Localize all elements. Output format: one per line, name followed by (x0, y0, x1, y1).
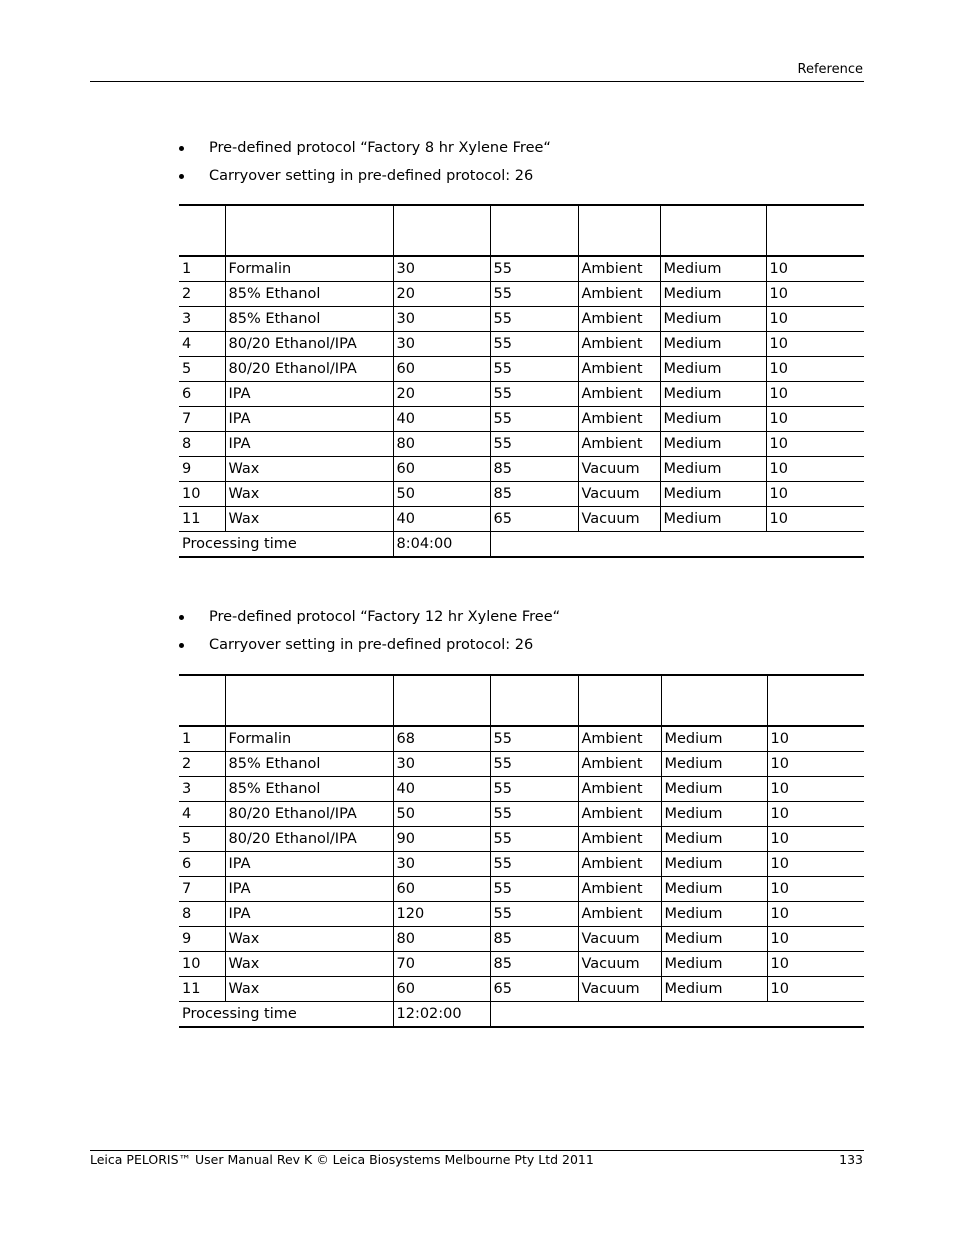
header-cell (660, 205, 766, 256)
table-cell: 80/20 Ethanol/IPA (225, 357, 393, 382)
table-cell: 2 (182, 286, 192, 302)
header-cell (766, 205, 864, 256)
table-row (179, 382, 864, 407)
table-cell: Medium (660, 432, 766, 457)
table-cell: 11 (182, 511, 201, 527)
table-cell: 10 (766, 357, 864, 382)
table-cell: 40 (393, 777, 490, 802)
table-cell: 1 (182, 731, 192, 747)
table-row (179, 357, 864, 382)
table-cell: 9 (182, 931, 192, 947)
table-row (179, 482, 864, 507)
table-cell: 50 (393, 802, 490, 827)
table-cell: Ambient (578, 777, 661, 802)
table-cell: Ambient (578, 282, 660, 307)
table-cell: 4 (182, 336, 192, 352)
empty-cell (490, 1002, 864, 1028)
table-cell: 10 (767, 777, 864, 802)
table-cell: 8 (182, 436, 192, 452)
table-cell: 6 (182, 386, 192, 402)
table-cell: 6 (182, 856, 192, 872)
table-cell: Medium (660, 307, 766, 332)
table-cell: 20 (393, 282, 490, 307)
table-cell: 20 (393, 382, 490, 407)
footer-divider (90, 1150, 864, 1151)
header-cell (179, 205, 225, 256)
table-cell: Vacuum (578, 482, 660, 507)
table-cell: Ambient (578, 432, 660, 457)
table-cell: 55 (490, 877, 578, 902)
table-cell: 10 (766, 382, 864, 407)
table-cell: Medium (661, 827, 767, 852)
table-row (179, 877, 864, 902)
processing-time-row (179, 1002, 864, 1028)
table-cell: Medium (661, 752, 767, 777)
table-cell: 10 (182, 956, 201, 972)
header-cell (767, 675, 864, 726)
header-cell (490, 675, 578, 726)
table-cell: 10 (767, 977, 864, 1002)
table-cell: 10 (767, 902, 864, 927)
table-cell: Medium (660, 357, 766, 382)
table-cell: 60 (393, 457, 490, 482)
bullet-item (179, 139, 551, 167)
footer-copyright: Leica PELORIS™ User Manual Rev K © Leica Biosystems Melbourne Pty Ltd 2011 (90, 1152, 594, 1167)
table-cell: 10 (767, 927, 864, 952)
table-cell: 40 (393, 407, 490, 432)
table-row (179, 752, 864, 777)
table-cell: Medium (661, 902, 767, 927)
processing-time-label: Processing time (182, 1006, 297, 1022)
bullet-text: Pre-defined protocol “Factory 12 hr Xylene Free“ (209, 609, 561, 625)
table-cell: 55 (490, 432, 578, 457)
table-cell: 68 (393, 726, 490, 752)
table-cell: 10 (767, 752, 864, 777)
table-cell: 80/20 Ethanol/IPA (225, 332, 393, 357)
header-cell (225, 675, 393, 726)
table-row (179, 852, 864, 877)
table-row (179, 977, 864, 1002)
table-row (179, 802, 864, 827)
table-cell: 55 (490, 852, 578, 877)
table-row (179, 332, 864, 357)
header-cell (661, 675, 767, 726)
table-cell: Ambient (578, 726, 661, 752)
table-cell: 30 (393, 752, 490, 777)
table-cell: Wax (225, 927, 393, 952)
table-cell: 55 (490, 382, 578, 407)
table-cell: IPA (225, 877, 393, 902)
table-cell: 1 (182, 261, 192, 277)
table-cell: Ambient (578, 256, 660, 282)
table-cell: Formalin (225, 726, 393, 752)
table-cell: Medium (661, 952, 767, 977)
table-cell: IPA (225, 382, 393, 407)
table-row (179, 777, 864, 802)
empty-cell (490, 532, 864, 558)
header-cell (393, 675, 490, 726)
table-cell: 55 (490, 256, 578, 282)
table-cell: 85% Ethanol (225, 777, 393, 802)
header-cell (578, 205, 660, 256)
table-cell: 9 (182, 461, 192, 477)
table-cell: Medium (660, 256, 766, 282)
table-cell: 10 (767, 827, 864, 852)
header-divider (90, 81, 864, 82)
table-cell: 85% Ethanol (225, 282, 393, 307)
table-cell: 85% Ethanol (225, 752, 393, 777)
table-cell: Wax (225, 977, 393, 1002)
bullet-text: Pre-defined protocol “Factory 8 hr Xylene Free“ (209, 140, 551, 156)
table-cell: Ambient (578, 357, 660, 382)
table-cell: IPA (225, 407, 393, 432)
bullet-item (179, 608, 560, 636)
table-cell: 3 (182, 781, 192, 797)
page-header-section: Reference (797, 62, 863, 77)
table-cell: Vacuum (578, 977, 661, 1002)
table-cell: 10 (766, 256, 864, 282)
protocol1-table-body (179, 256, 864, 532)
table-cell: 30 (393, 256, 490, 282)
table-header-row (179, 205, 864, 256)
protocol2-table (179, 674, 864, 1028)
table-cell: 3 (182, 311, 192, 327)
table-cell: Medium (661, 877, 767, 902)
table-cell: Medium (660, 407, 766, 432)
table-cell: 10 (767, 852, 864, 877)
table-cell: 7 (182, 881, 192, 897)
table-cell: Medium (661, 927, 767, 952)
table-cell: Medium (661, 777, 767, 802)
table-cell: Ambient (578, 877, 661, 902)
table-cell: Ambient (578, 802, 661, 827)
table-cell: 55 (490, 902, 578, 927)
table-cell: 10 (766, 482, 864, 507)
table-cell: 11 (182, 981, 201, 997)
table-cell: 10 (767, 802, 864, 827)
table-cell: Medium (661, 726, 767, 752)
table-cell: 10 (766, 282, 864, 307)
table-cell: Formalin (225, 256, 393, 282)
table-cell: 7 (182, 411, 192, 427)
table-cell: 10 (767, 726, 864, 752)
table-cell: 55 (490, 802, 578, 827)
table-cell: 10 (182, 486, 201, 502)
table-cell: 120 (393, 902, 490, 927)
table-row (179, 282, 864, 307)
table-cell: Medium (660, 282, 766, 307)
bullet-dot-icon (179, 643, 184, 648)
table-cell: 65 (490, 507, 578, 532)
table-cell: 4 (182, 806, 192, 822)
table-cell: 10 (767, 877, 864, 902)
header-cell (225, 205, 393, 256)
header-cell (578, 675, 661, 726)
table-cell: 80/20 Ethanol/IPA (225, 802, 393, 827)
table-cell: IPA (225, 432, 393, 457)
table-header-row (179, 675, 864, 726)
table-cell: 10 (766, 457, 864, 482)
table-cell: 50 (393, 482, 490, 507)
table-row (179, 827, 864, 852)
table-cell: 85 (490, 482, 578, 507)
table-cell: Medium (660, 507, 766, 532)
table-cell: 80/20 Ethanol/IPA (225, 827, 393, 852)
table-cell: 55 (490, 726, 578, 752)
table-cell: 55 (490, 827, 578, 852)
table-cell: Medium (660, 382, 766, 407)
table-cell: 8 (182, 906, 192, 922)
table-cell: Medium (661, 852, 767, 877)
page-number: 133 (839, 1152, 863, 1167)
processing-time-value: 12:02:00 (393, 1002, 490, 1028)
table-cell: 85 (490, 952, 578, 977)
bullet-dot-icon (179, 174, 184, 179)
header-cell (393, 205, 490, 256)
table-cell: Ambient (578, 902, 661, 927)
protocol1-bullet-list (179, 139, 551, 195)
table-cell: Wax (225, 952, 393, 977)
table-cell: 80 (393, 927, 490, 952)
table-cell: 5 (182, 831, 192, 847)
table-cell: Ambient (578, 752, 661, 777)
table-cell: 55 (490, 332, 578, 357)
table-cell: 65 (490, 977, 578, 1002)
table-cell: Vacuum (578, 457, 660, 482)
table-cell: Ambient (578, 332, 660, 357)
bullet-item (179, 167, 551, 195)
table-row (179, 507, 864, 532)
table-cell: Wax (225, 457, 393, 482)
table-cell: 55 (490, 777, 578, 802)
bullet-text: Carryover setting in pre-defined protocol: 26 (209, 637, 534, 653)
table-cell: 90 (393, 827, 490, 852)
protocol2-table-body (179, 726, 864, 1002)
table-row (179, 952, 864, 977)
table-cell: Ambient (578, 307, 660, 332)
table-cell: 30 (393, 307, 490, 332)
table-cell: 10 (767, 952, 864, 977)
table-cell: 40 (393, 507, 490, 532)
table-cell: 55 (490, 407, 578, 432)
table-cell: Ambient (578, 852, 661, 877)
table-cell: 55 (490, 282, 578, 307)
bullet-dot-icon (179, 146, 184, 151)
processing-time-value: 8:04:00 (393, 532, 490, 558)
table-row (179, 307, 864, 332)
table-row (179, 407, 864, 432)
table-cell: Wax (225, 482, 393, 507)
table-cell: 2 (182, 756, 192, 772)
table-cell: 85% Ethanol (225, 307, 393, 332)
table-cell: Vacuum (578, 507, 660, 532)
table-cell: 10 (766, 432, 864, 457)
table-cell: Medium (661, 977, 767, 1002)
header-cell (179, 675, 225, 726)
table-cell: 85 (490, 927, 578, 952)
table-cell: 10 (766, 507, 864, 532)
table-cell: 10 (766, 332, 864, 357)
table-cell: 85 (490, 457, 578, 482)
table-cell: 30 (393, 852, 490, 877)
table-row (179, 927, 864, 952)
table-row (179, 457, 864, 482)
protocol2-bullet-list (179, 608, 560, 664)
table-cell: Ambient (578, 827, 661, 852)
protocol1-table (179, 204, 864, 558)
table-cell: 55 (490, 752, 578, 777)
table-cell: Ambient (578, 382, 660, 407)
table-row (179, 256, 864, 282)
table-cell: 80 (393, 432, 490, 457)
table-cell: 55 (490, 357, 578, 382)
table-cell: 10 (766, 307, 864, 332)
bullet-dot-icon (179, 615, 184, 620)
table-cell: Vacuum (578, 927, 661, 952)
table-cell: 70 (393, 952, 490, 977)
table-cell: 60 (393, 977, 490, 1002)
bullet-text: Carryover setting in pre-defined protocol: 26 (209, 168, 534, 184)
bullet-item (179, 636, 560, 664)
table-row (179, 902, 864, 927)
table-cell: Medium (661, 802, 767, 827)
table-cell: Wax (225, 507, 393, 532)
table-cell: 10 (766, 407, 864, 432)
table-cell: Medium (660, 482, 766, 507)
processing-time-row (179, 532, 864, 558)
table-cell: Vacuum (578, 952, 661, 977)
table-cell: 30 (393, 332, 490, 357)
table-row (179, 432, 864, 457)
table-cell: Ambient (578, 407, 660, 432)
table-cell: 60 (393, 357, 490, 382)
table-cell: Medium (660, 332, 766, 357)
processing-time-label: Processing time (182, 536, 297, 552)
table-cell: 55 (490, 307, 578, 332)
header-cell (490, 205, 578, 256)
table-cell: IPA (225, 852, 393, 877)
table-cell: 60 (393, 877, 490, 902)
table-cell: 5 (182, 361, 192, 377)
table-row (179, 726, 864, 752)
table-cell: Medium (660, 457, 766, 482)
table-cell: IPA (225, 902, 393, 927)
